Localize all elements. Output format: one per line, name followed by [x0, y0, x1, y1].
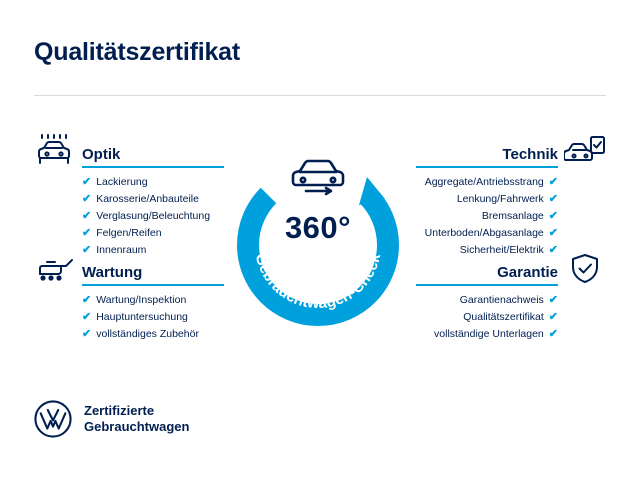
check-icon: ✔ [82, 311, 92, 323]
section-garantie-header [416, 258, 558, 286]
list-item [416, 292, 558, 309]
check-icon: ✔ [548, 210, 558, 222]
list-item-label: vollständige Unterlagen [434, 328, 544, 340]
check-icon: ✔ [82, 244, 92, 256]
list-item [82, 242, 224, 259]
section-optik-title: Optik [82, 146, 121, 163]
list-item-label: Verglasung/Beleuchtung [96, 210, 211, 222]
section-garantie-title: Garantie [497, 264, 558, 281]
shield-check-icon [564, 252, 606, 286]
list-item-label: Aggregate/Antriebsstrang [424, 176, 544, 188]
check-icon: ✔ [82, 227, 92, 239]
section-optik-header [82, 140, 224, 168]
check-icon: ✔ [82, 193, 92, 205]
footer-text [84, 403, 189, 435]
list-item-label: Wartung/Inspektion [96, 294, 187, 306]
list-item-label: vollständiges Zubehör [96, 328, 199, 340]
list-item-label: Garantienachweis [459, 294, 544, 306]
list-item [82, 292, 224, 309]
badge-value: 360° [284, 210, 352, 245]
section-optik-list [82, 174, 224, 259]
footer-line-2: Gebrauchtwagen [84, 419, 190, 434]
list-item [416, 326, 558, 343]
section-technik-list [416, 174, 558, 259]
list-item [416, 309, 558, 326]
check-icon: ✔ [548, 294, 558, 306]
check-icon: ✔ [548, 311, 558, 323]
footer [34, 400, 434, 438]
list-item-label: Qualitätszertifikat [463, 311, 544, 323]
list-item [416, 242, 558, 259]
section-garantie-list [416, 292, 558, 343]
list-item-label: Lackierung [96, 176, 148, 188]
list-item-label: Bremsanlage [481, 210, 544, 222]
page-title: Qualitätszertifikat [34, 38, 240, 66]
check-icon: ✔ [548, 176, 558, 188]
car-wash-icon [34, 134, 76, 168]
list-item-label: Karosserie/Anbauteile [96, 193, 199, 205]
check-icon: ✔ [548, 193, 558, 205]
list-item-label: Hauptuntersuchung [96, 311, 188, 323]
list-item [82, 309, 224, 326]
check-icon: ✔ [82, 210, 92, 222]
section-garantie [416, 258, 606, 343]
section-optik [34, 140, 224, 259]
section-wartung [34, 258, 224, 343]
oil-can-icon [34, 252, 76, 286]
check-icon: ✔ [82, 176, 92, 188]
section-wartung-header [82, 258, 224, 286]
list-item-label: Innenraum [96, 244, 147, 256]
section-technik-title: Technik [502, 146, 558, 163]
footer-line-1: Zertifizierte [84, 403, 155, 418]
list-item [82, 208, 224, 225]
section-wartung-underline [82, 284, 224, 286]
section-technik-underline [416, 166, 558, 168]
list-item-label: Felgen/Reifen [96, 227, 162, 239]
check-icon: ✔ [82, 294, 92, 306]
list-item [82, 191, 224, 208]
list-item [82, 225, 224, 242]
car-front-icon [286, 155, 350, 203]
check-icon: ✔ [548, 244, 558, 256]
list-item-label: Sicherheit/Elektrik [459, 244, 544, 256]
car-checklist-icon [564, 134, 606, 168]
list-item [82, 326, 224, 343]
section-wartung-title: Wartung [82, 264, 143, 281]
title-divider [34, 95, 606, 96]
section-optik-underline [82, 166, 224, 168]
section-technik [416, 140, 606, 259]
list-item [416, 225, 558, 242]
list-item [82, 174, 224, 191]
360-check-badge [228, 155, 408, 335]
section-garantie-underline [416, 284, 558, 286]
section-technik-header [416, 140, 558, 168]
section-wartung-list [82, 292, 224, 343]
check-icon: ✔ [82, 328, 92, 340]
list-item [416, 191, 558, 208]
check-icon: ✔ [548, 328, 558, 340]
list-item-label: Lenkung/Fahrwerk [456, 193, 544, 205]
check-icon: ✔ [548, 227, 558, 239]
vw-logo-icon [34, 400, 72, 438]
list-item [416, 174, 558, 191]
list-item-label: Unterboden/Abgasanlage [424, 227, 544, 239]
badge-arc-label: Gebrauchtwagen-Check [251, 251, 385, 313]
list-item [416, 208, 558, 225]
